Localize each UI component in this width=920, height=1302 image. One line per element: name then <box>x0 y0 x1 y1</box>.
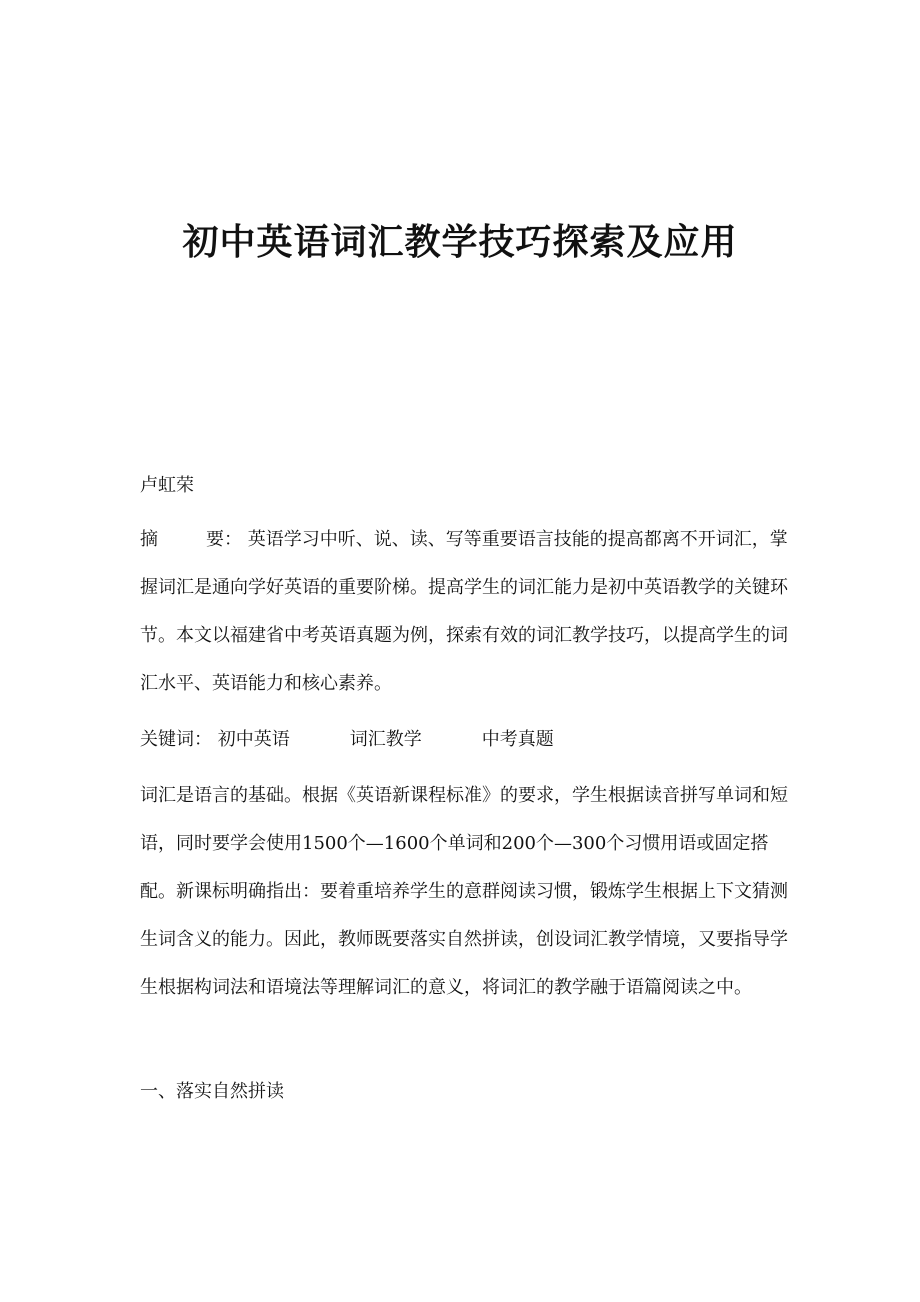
keyword-item: 中考真题 <box>481 729 554 750</box>
keyword-item: 初中英语 <box>217 729 290 750</box>
section-heading: 一、落实自然拼读 <box>140 1081 284 1102</box>
keywords-label: 关键词： <box>140 729 212 750</box>
body-paragraph: 词汇是语言的基础。根据《英语新课程标准》的要求，学生根据读音拼写单词和短语，同时要学会使用1500个—1600个单词和200个—300个习惯用语或固定搭配。新课标明确指出：要着重培养学生的意群阅读习惯，锻炼学生根据上下文猜测生词含义的能力。因此，教师既要落实自然拼读，创设词汇教学情境，又要指导学生根据构词法和语境法等理解词汇的意义，将词汇的教学融于语篇阅读之中。 <box>140 785 788 998</box>
abstract-text: 英语学习中听、说、读、写等重要语言技能的提高都离不开词汇，掌握词汇是通向学好英语的重要阶梯。提高学生的词汇能力是初中英语教学的关键环节。本文以福建省中考英语真题为例，探索有效的词汇教学技巧，以提高学生的词汇水平、英语能力和核心素养。 <box>140 529 788 694</box>
abstract-label-first: 摘 <box>140 529 158 550</box>
abstract-label-second: 要： <box>206 529 242 550</box>
keyword-item: 词汇教学 <box>349 729 422 750</box>
document-title: 初中英语词汇教学技巧探索及应用 <box>182 221 738 263</box>
keywords-line <box>140 716 790 764</box>
abstract-paragraph <box>140 516 790 708</box>
author-name: 卢虹荣 <box>140 475 194 496</box>
